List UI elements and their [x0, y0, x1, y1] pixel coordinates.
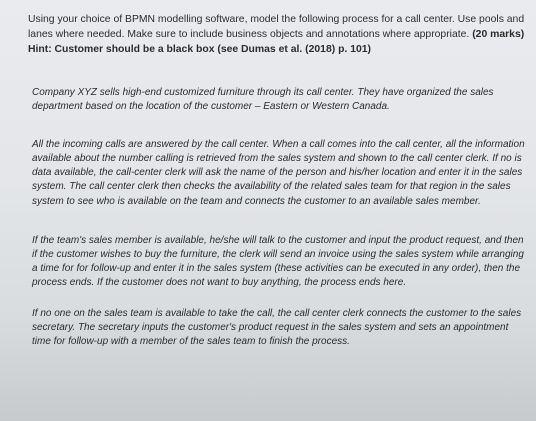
scenario-paragraph-calls: All the incoming calls are answered by the call center. When a call comes into the call center, all the information available about the number calling is retrieved from the sales system and shown to the call center clerk. If no is data available, the call-center clerk will ask the name of the person and his/her location and enter it in the sales system. The call center clerk then checks the availability of the related sales team for that region in the sales system to see who is available on the team and connects the customer to an available sales member.: [32, 139, 525, 207]
question-hint: (20 marks) Hint: Customer should be a black box (see Dumas et al. (2018) p. 101): [28, 29, 525, 55]
scenario-paragraph-unavailable: If no one on the sales team is available to take the call, the call center clerk connects the customer to the sales secretary. The secretary inputs the customer's product request in the sales system and sets an appointment time for follow-up with a member of the sales team to finish the process.: [32, 308, 522, 348]
scenario-section: [32, 86, 526, 349]
question-instructions: Using your choice of BPMN modelling software, model the following process for a call center. Use pools and lanes where needed. Make sure to include business objects and annotations where appropriate.: [28, 14, 525, 40]
document-page: [18, 6, 528, 349]
scenario-intro: Company XYZ sells high-end customized furniture through its call center. They have organized the sales department based on the location of the customer – Eastern or Western Canada.: [32, 87, 494, 113]
scenario-paragraph-available: If the team's sales member is available, he/she will talk to the customer and input the product request, and then if the customer wishes to buy the furniture, the clerk will send an invoice using the sales system while arranging a time for for follow-up and enter it in the sales system (these activities can be executed in any order), then the process ends. If the customer does not want to buy anything, the process ends here.: [32, 234, 524, 288]
question-text: [28, 12, 526, 57]
